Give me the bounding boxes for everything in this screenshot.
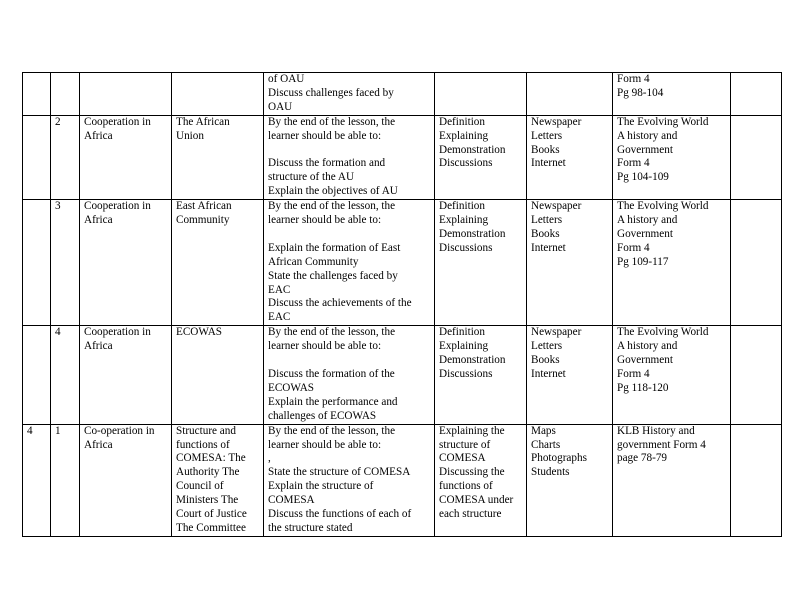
cell-line: Structure and — [176, 424, 236, 437]
cell-line: Students — [531, 466, 570, 479]
topic-cell — [80, 115, 172, 199]
cell-line: Discussions — [439, 241, 493, 254]
references-cell — [613, 424, 731, 536]
cell-text: 2 — [55, 115, 61, 128]
table-row — [23, 73, 782, 116]
cell-line: By the end of the lesson, the — [268, 115, 396, 128]
cell-line: Government — [617, 227, 673, 240]
lesson-cell — [51, 73, 80, 116]
cell-line: EAC — [268, 283, 291, 296]
cell-line: Discussions — [439, 157, 493, 170]
lesson-cell — [51, 326, 80, 424]
subtopic-cell — [172, 115, 264, 199]
cell-line: Discuss the formation and — [268, 157, 386, 170]
topic-cell — [80, 73, 172, 116]
cell-line: OAU — [268, 100, 293, 113]
subtopic-cell — [172, 200, 264, 326]
cell-line — [268, 228, 431, 242]
week-cell — [23, 115, 51, 199]
cell-line: Government — [617, 354, 673, 367]
cell-line: Letters — [531, 214, 563, 227]
cell-line: Form 4 — [617, 241, 650, 254]
remarks-cell — [731, 424, 782, 536]
scheme-of-work-table — [22, 72, 782, 537]
cell-line: structure of the AU — [268, 171, 355, 184]
cell-line: challenges of ECOWAS — [268, 409, 377, 422]
cell-line: Demonstration — [439, 354, 506, 367]
cell-line: each structure — [439, 508, 502, 521]
resources-cell — [527, 424, 613, 536]
cell-line: , — [268, 452, 271, 465]
table-body — [23, 73, 782, 537]
resources-cell — [527, 73, 613, 116]
cell-line: page 78-79 — [617, 452, 668, 465]
cell-line: Cooperation in — [84, 326, 151, 339]
cell-text — [27, 326, 47, 340]
objectives-cell — [264, 200, 435, 326]
cell-line: Africa — [84, 214, 113, 227]
table-row — [23, 424, 782, 536]
cell-line — [268, 144, 431, 158]
remarks-cell — [731, 200, 782, 326]
methods-cell — [435, 73, 527, 116]
cell-line: Community — [176, 214, 230, 227]
resources-cell — [527, 200, 613, 326]
cell-line: KLB History and — [617, 424, 695, 437]
cell-line: Pg 109-117 — [617, 255, 669, 268]
cell-line: A history and — [617, 340, 678, 353]
cell-line: Court of Justice — [176, 508, 247, 521]
cell-line: Books — [531, 354, 560, 367]
cell-line: Newspaper — [531, 200, 582, 213]
cell-line: learner should be able to: — [268, 438, 382, 451]
cell-line: Form 4 — [617, 368, 650, 380]
objectives-cell — [264, 73, 435, 116]
cell-line: learner should be able to: — [268, 214, 382, 227]
cell-line: Discussing the — [439, 466, 505, 479]
cell-line: The African — [176, 115, 230, 128]
cell-text — [27, 116, 47, 130]
cell-line: government Form 4 — [617, 438, 706, 451]
cell-line: Demonstration — [439, 227, 506, 240]
subtopic-cell — [172, 73, 264, 116]
cell-line: By the end of the lesson, the — [268, 200, 396, 213]
cell-line: Newspaper — [531, 115, 582, 128]
cell-line: Explaining — [439, 129, 489, 142]
cell-line: Co-operation in — [84, 424, 155, 437]
cell-text: 4 — [55, 326, 61, 339]
cell-line: Discussions — [439, 368, 493, 380]
cell-line: COMESA — [268, 494, 315, 507]
cell-line: Letters — [531, 129, 563, 142]
cell-line: By the end of the lesson, the — [268, 424, 396, 437]
cell-line: Books — [531, 227, 560, 240]
cell-line: of OAU — [268, 73, 305, 85]
cell-line: Explaining the — [439, 424, 505, 437]
cell-line: Authority The — [176, 466, 240, 479]
cell-line: Form 4 — [617, 73, 650, 85]
cell-line: The Committee — [176, 521, 246, 534]
cell-line: African Community — [268, 255, 359, 268]
cell-line: EAC — [268, 311, 291, 324]
cell-line: Cooperation in — [84, 115, 151, 128]
cell-line: Ministers The — [176, 494, 239, 507]
cell-line: functions of — [176, 438, 230, 451]
topic-cell — [80, 326, 172, 424]
lesson-cell — [51, 115, 80, 199]
cell-line: Photographs — [531, 452, 587, 465]
objectives-cell — [264, 424, 435, 536]
cell-line: functions of — [439, 480, 493, 493]
references-cell — [613, 326, 731, 424]
cell-line: Cooperation in — [84, 200, 151, 213]
objectives-cell — [264, 326, 435, 424]
cell-line: A history and — [617, 129, 678, 142]
cell-line: COMESA: The — [176, 452, 246, 465]
subtopic-cell — [172, 326, 264, 424]
objectives-cell — [264, 115, 435, 199]
cell-line: The Evolving World — [617, 200, 709, 213]
cell-line: Newspaper — [531, 326, 582, 339]
cell-line: Explain the performance and — [268, 395, 398, 408]
week-cell — [23, 424, 51, 536]
lesson-cell — [51, 424, 80, 536]
cell-text — [27, 200, 47, 214]
cell-line: learner should be able to: — [268, 129, 382, 142]
table-row — [23, 326, 782, 424]
cell-line: State the structure of COMESA — [268, 466, 411, 479]
cell-line: ECOWAS — [176, 326, 222, 339]
cell-line: Africa — [84, 340, 113, 353]
cell-line: Pg 118-120 — [617, 381, 669, 394]
cell-line: Internet — [531, 157, 566, 170]
cell-line: Letters — [531, 340, 563, 353]
cell-line: Explain the objectives of AU — [268, 185, 398, 198]
lesson-cell — [51, 200, 80, 326]
cell-line: Explaining — [439, 340, 489, 353]
methods-cell — [435, 326, 527, 424]
cell-line: COMESA under — [439, 494, 514, 507]
cell-line: The Evolving World — [617, 115, 709, 128]
cell-line: Internet — [531, 241, 566, 254]
cell-line: By the end of the lesson, the — [268, 326, 396, 339]
methods-cell — [435, 424, 527, 536]
cell-line: Charts — [531, 438, 561, 451]
table-row — [23, 115, 782, 199]
methods-cell — [435, 115, 527, 199]
cell-line: learner should be able to: — [268, 340, 382, 353]
cell-line: Pg 104-109 — [617, 171, 669, 184]
topic-cell — [80, 200, 172, 326]
cell-line: The Evolving World — [617, 326, 709, 339]
cell-line: Discuss the formation of the — [268, 367, 395, 380]
cell-line: Definition — [439, 200, 485, 213]
references-cell — [613, 73, 731, 116]
cell-text: 1 — [55, 424, 61, 437]
cell-line: Definition — [439, 115, 485, 128]
table-row — [23, 200, 782, 326]
cell-line — [268, 354, 431, 368]
cell-line: Africa — [84, 129, 113, 142]
cell-line: Discuss the functions of each of — [268, 508, 412, 521]
cell-line: A history and — [617, 214, 678, 227]
references-cell — [613, 115, 731, 199]
cell-line: Discuss challenges faced by — [268, 86, 394, 99]
methods-cell — [435, 200, 527, 326]
remarks-cell — [731, 326, 782, 424]
cell-line: Explain the structure of — [268, 480, 374, 493]
cell-line: Pg 98-104 — [617, 86, 664, 99]
resources-cell — [527, 326, 613, 424]
cell-line: Form 4 — [617, 157, 650, 170]
cell-line: Maps — [531, 424, 556, 437]
references-cell — [613, 200, 731, 326]
week-cell — [23, 200, 51, 326]
remarks-cell — [731, 115, 782, 199]
subtopic-cell — [172, 424, 264, 536]
cell-line: structure of — [439, 438, 491, 451]
cell-text — [27, 73, 47, 87]
week-cell — [23, 73, 51, 116]
cell-line: Africa — [84, 438, 113, 451]
cell-line: Internet — [531, 368, 566, 380]
cell-line: COMESA — [439, 452, 486, 465]
cell-line: ECOWAS — [268, 381, 314, 394]
cell-line: Demonstration — [439, 143, 506, 156]
cell-line: Explain the formation of East — [268, 241, 401, 254]
cell-text — [55, 73, 76, 87]
remarks-cell — [731, 73, 782, 116]
resources-cell — [527, 115, 613, 199]
cell-line: Union — [176, 129, 204, 142]
cell-line: Council of — [176, 480, 224, 493]
cell-line: State the challenges faced by — [268, 269, 398, 282]
cell-line: Explaining — [439, 214, 489, 227]
cell-line: Definition — [439, 326, 485, 339]
cell-line: East African — [176, 200, 232, 213]
cell-line: Books — [531, 143, 560, 156]
cell-text: 4 — [27, 424, 33, 437]
cell-line: Discuss the achievements of the — [268, 297, 412, 310]
cell-line: the structure stated — [268, 521, 353, 534]
cell-line: Government — [617, 143, 673, 156]
topic-cell — [80, 424, 172, 536]
week-cell — [23, 326, 51, 424]
cell-text: 3 — [55, 200, 61, 213]
